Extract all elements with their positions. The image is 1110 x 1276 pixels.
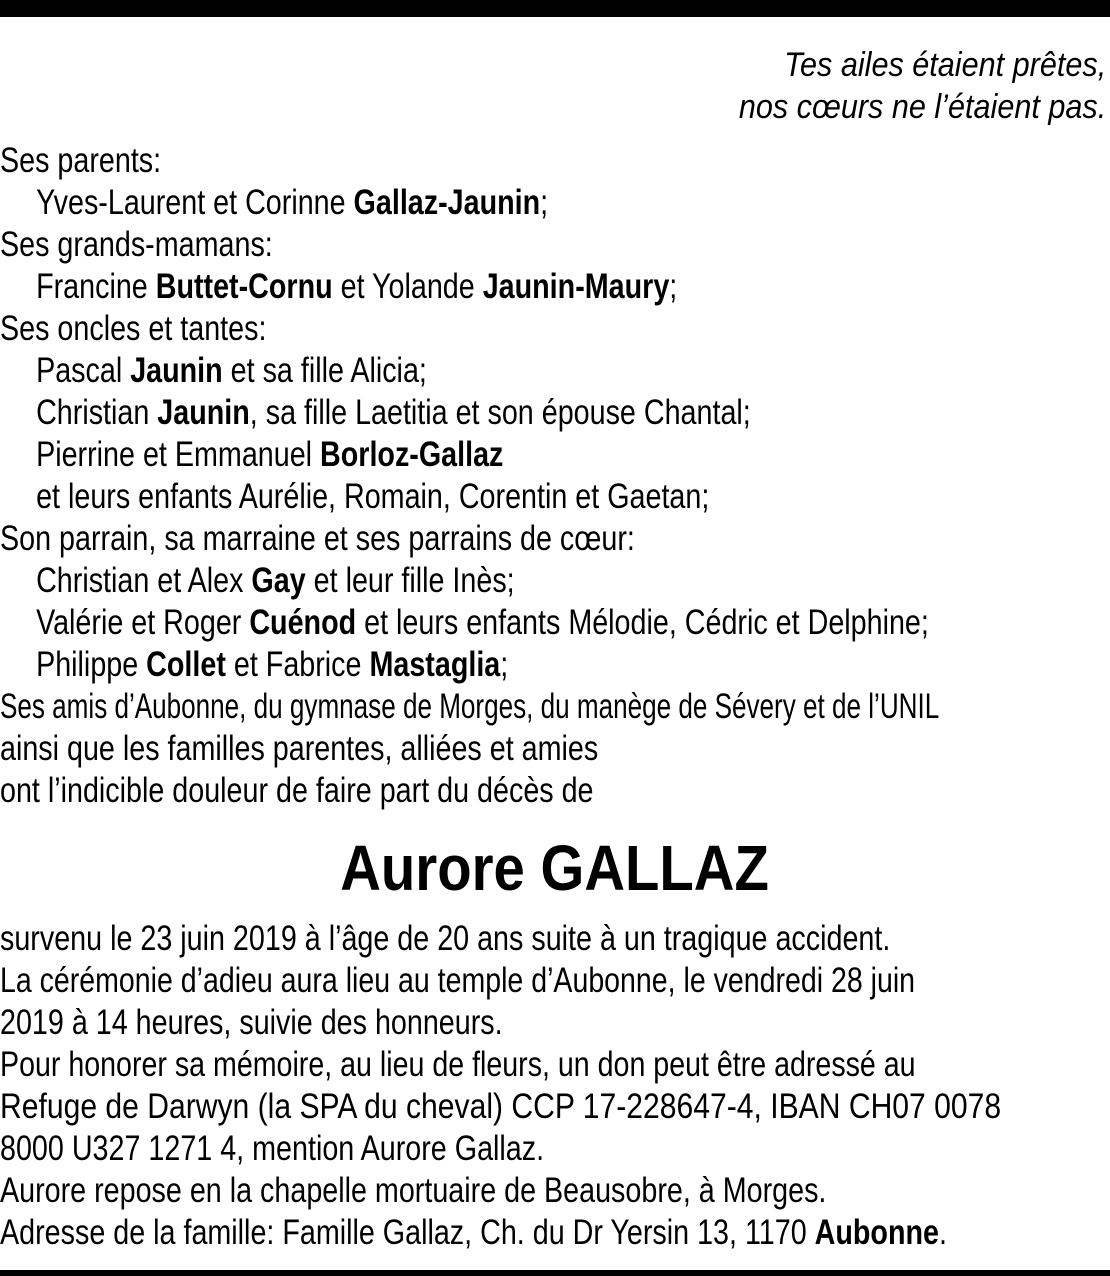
uncle-line-2: Christian Jaunin, sa fille Laetitia et son épouse Chantal; (36, 393, 751, 432)
godparent-line-1: Christian et Alex Gay et leur fille Inès; (36, 561, 515, 600)
godparents-label: Son parrain, sa marraine et ses parrains de cœur: (0, 519, 635, 558)
friends-line: Ses amis d’Aubonne, du gymnase de Morges, du manège de Sévery et de l’UNIL (0, 687, 940, 726)
top-rule (0, 0, 1110, 17)
uncle-line-1: Pascal Jaunin et sa fille Alicia; (36, 351, 427, 390)
epigraph (739, 44, 1106, 128)
families-line: ainsi que les familles parentes, alliées et amies (0, 729, 599, 768)
uncles-label: Ses oncles et tantes: (0, 309, 267, 348)
details-line-2: La cérémonie d’adieu aura lieu au temple d’Aubonne, le vendredi 28 juin (0, 961, 916, 1000)
family-list (0, 140, 1110, 812)
epigraph-line-1: Tes ailes étaient prêtes, (783, 46, 1106, 84)
epigraph-line-2: nos cœurs ne l’étaient pas. (738, 88, 1106, 126)
details-line-3: 2019 à 14 heures, suivie des honneurs. (0, 1003, 503, 1042)
deceased-name: Aurore GALLAZ (340, 832, 770, 904)
city-name: Aubonne (814, 1213, 939, 1252)
details-line-8: Adresse de la famille: Famille Gallaz, Ch. du Dr Yersin 13, 1170 Aubonne. (0, 1213, 947, 1252)
parents-label: Ses parents: (0, 141, 162, 180)
uncle-line-3: Pierrine et Emmanuel Borloz-Gallaz (36, 435, 504, 474)
announce-line: ont l’indicible douleur de faire part du décès de (0, 771, 594, 810)
details-line-4: Pour honorer sa mémoire, au lieu de fleurs, un don peut être adressé au (0, 1045, 916, 1084)
godparent-line-3: Philippe Collet et Fabrice Mastaglia; (36, 645, 509, 684)
grandmothers-line: Francine Buttet-Cornu et Yolande Jaunin-Maury; (36, 267, 678, 306)
parents-line: Yves-Laurent et Corinne Gallaz-Jaunin; (36, 183, 549, 222)
godparent-line-2: Valérie et Roger Cuénod et leurs enfants Mélodie, Cédric et Delphine; (36, 603, 929, 642)
details-line-6: 8000 U327 1271 4, mention Aurore Gallaz. (0, 1129, 545, 1168)
details-line-1: survenu le 23 juin 2019 à l’âge de 20 ans suite à un tragique accident. (0, 919, 891, 958)
bottom-rule (0, 1270, 1110, 1276)
details (0, 918, 1110, 1254)
uncle-line-3-children: et leurs enfants Aurélie, Romain, Corentin et Gaetan; (36, 477, 710, 516)
details-line-5: Refuge de Darwyn (la SPA du cheval) CCP 17-228647-4, IBAN CH07 0078 (0, 1087, 1002, 1126)
grandmothers-label: Ses grands-mamans: (0, 225, 273, 264)
details-line-7: Aurore repose en la chapelle mortuaire de Beausobre, à Morges. (0, 1171, 827, 1210)
